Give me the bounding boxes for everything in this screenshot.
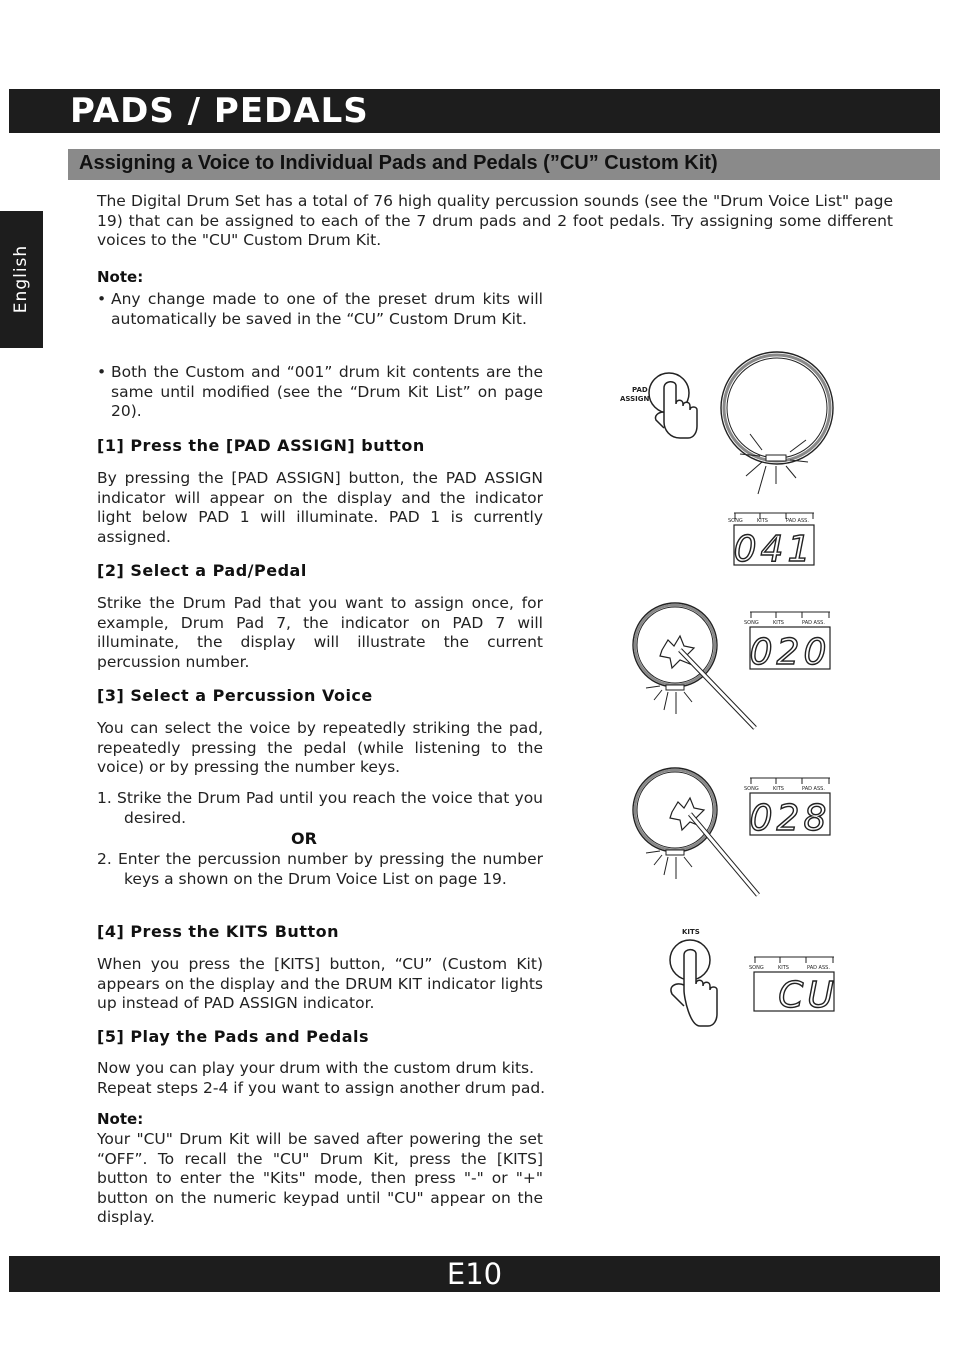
note-bullet-text: Both the Custom and “001” drum kit contents are the same until modified (see the “Drum Kit List” on page 20). [111,363,543,420]
step-3-text: You can select the voice by repeatedly striking the pad, repeatedly pressing the pedal (while listening to the voice) or by pressing the number keys. [97,719,543,776]
step-2-heading: [2] Select a Pad/Pedal [97,561,307,580]
kits-button-label: KITS [682,928,700,936]
pad-strike-illustration-1 [633,603,755,728]
or-label: OR [291,829,317,848]
pad-assign-label-1: PAD [632,386,648,394]
step-4-heading: [4] Press the KITS Button [97,922,339,941]
option-text: 2. Enter the percussion number by pressing the number keys a shown on the Drum Voice List on page 19. [97,850,543,888]
display-041 [728,513,814,570]
page-footer-bar [9,1256,940,1292]
pad-indicator-light [666,685,684,690]
display-label-pad-ass: PAD ASS. [802,620,825,626]
display-028 [744,778,830,839]
drum-pad-rim [724,355,830,461]
impact-burst-icon [660,636,694,668]
bullet-dot: • [97,290,107,308]
display-label-kits: KITS [778,965,789,971]
kits-button-illustration [670,928,717,1026]
display-020 [744,612,830,673]
display-label-pad-ass: PAD ASS. [802,786,825,792]
display-label-song: SONG [728,518,743,524]
display-label-kits: KITS [773,620,784,626]
note-bullet-text: Any change made to one of the preset drum kits will automatically be saved in the “CU” Custom Drum Kit. [111,290,543,328]
note-text: Your "CU" Drum Kit will be saved after powering the set “OFF”. To recall the "CU" Drum Kit, press the [KITS] button to enter the "Kits" mode, then press "-" or "+" button on the numeric keypad until "CU" appear on the display. [97,1130,543,1226]
intro-paragraph: The Digital Drum Set has a total of 76 high quality percussion sounds (see the "Drum Voice List" page 19) that can be assigned to each of the 7 drum pads and 2 foot pedals. Try assigning some different voices to the "CU" Custom Drum Kit. [97,192,893,249]
note-label: Note: [97,268,144,286]
page-title: PADS / PEDALS [70,91,369,131]
step-5-text-2: Repeat steps 2-4 if you want to assign another drum pad. [97,1079,546,1097]
display-label-song: SONG [744,786,759,792]
option-text: 1. Strike the Drum Pad until you reach the voice that you desired. [97,789,543,827]
step-2-text: Strike the Drum Pad that you want to assign once, for example, Drum Pad 7, the indicator on PAD 7 will illuminate, the display will illustrate the current percussion number. [97,594,543,671]
language-label: English [11,244,31,314]
pad-assign-label-2: ASSIGN [620,395,650,403]
hand-thumb [671,984,684,1006]
display-label-pad-ass: PAD ASS. [807,965,830,971]
display-value: 028 [749,798,831,839]
pad-indicator-light [766,455,786,461]
step-5-heading: [5] Play the Pads and Pedals [97,1027,369,1046]
display-value: 041 [733,529,815,570]
pad-assign-illustration [620,352,833,494]
display-value: 020 [749,632,831,673]
display-value: CU [778,975,838,1016]
step-4-text: When you press the [KITS] button, “CU” (Custom Kit) appears on the display and the DRUM KIT indicator lights up instead of PAD ASSIGN indicator. [97,955,543,1012]
step-3-heading: [3] Select a Percussion Voice [97,686,373,705]
display-label-kits: KITS [757,518,768,524]
bullet-dot: • [97,363,107,381]
display-cu [749,957,838,1016]
display-label-song: SONG [749,965,764,971]
display-label-pad-ass: PAD ASS. [786,518,809,524]
hand-icon [684,950,717,1026]
section-title: Assigning a Voice to Individual Pads and Pedals (”CU” Custom Kit) [79,152,718,174]
drum-pad-icon [721,352,833,464]
pad-indicator-light [666,850,684,855]
display-label-song: SONG [744,620,759,626]
display-label-kits: KITS [773,786,784,792]
hand-thumb [655,412,664,428]
drum-pad-inner [727,358,827,458]
step-5-text-1: Now you can play your drum with the custom drum kits. [97,1059,535,1077]
hand-icon [664,382,697,438]
step-1-heading: [1] Press the [PAD ASSIGN] button [97,436,425,455]
step-1-text: By pressing the [PAD ASSIGN] button, the PAD ASSIGN indicator will appear on the display and the indicator light below PAD 1 will illuminate. PAD 1 is currently assigned. [97,469,543,546]
note-label: Note: [97,1110,144,1128]
page-number: E10 [446,1257,503,1291]
pad-strike-illustration-2 [633,768,758,895]
